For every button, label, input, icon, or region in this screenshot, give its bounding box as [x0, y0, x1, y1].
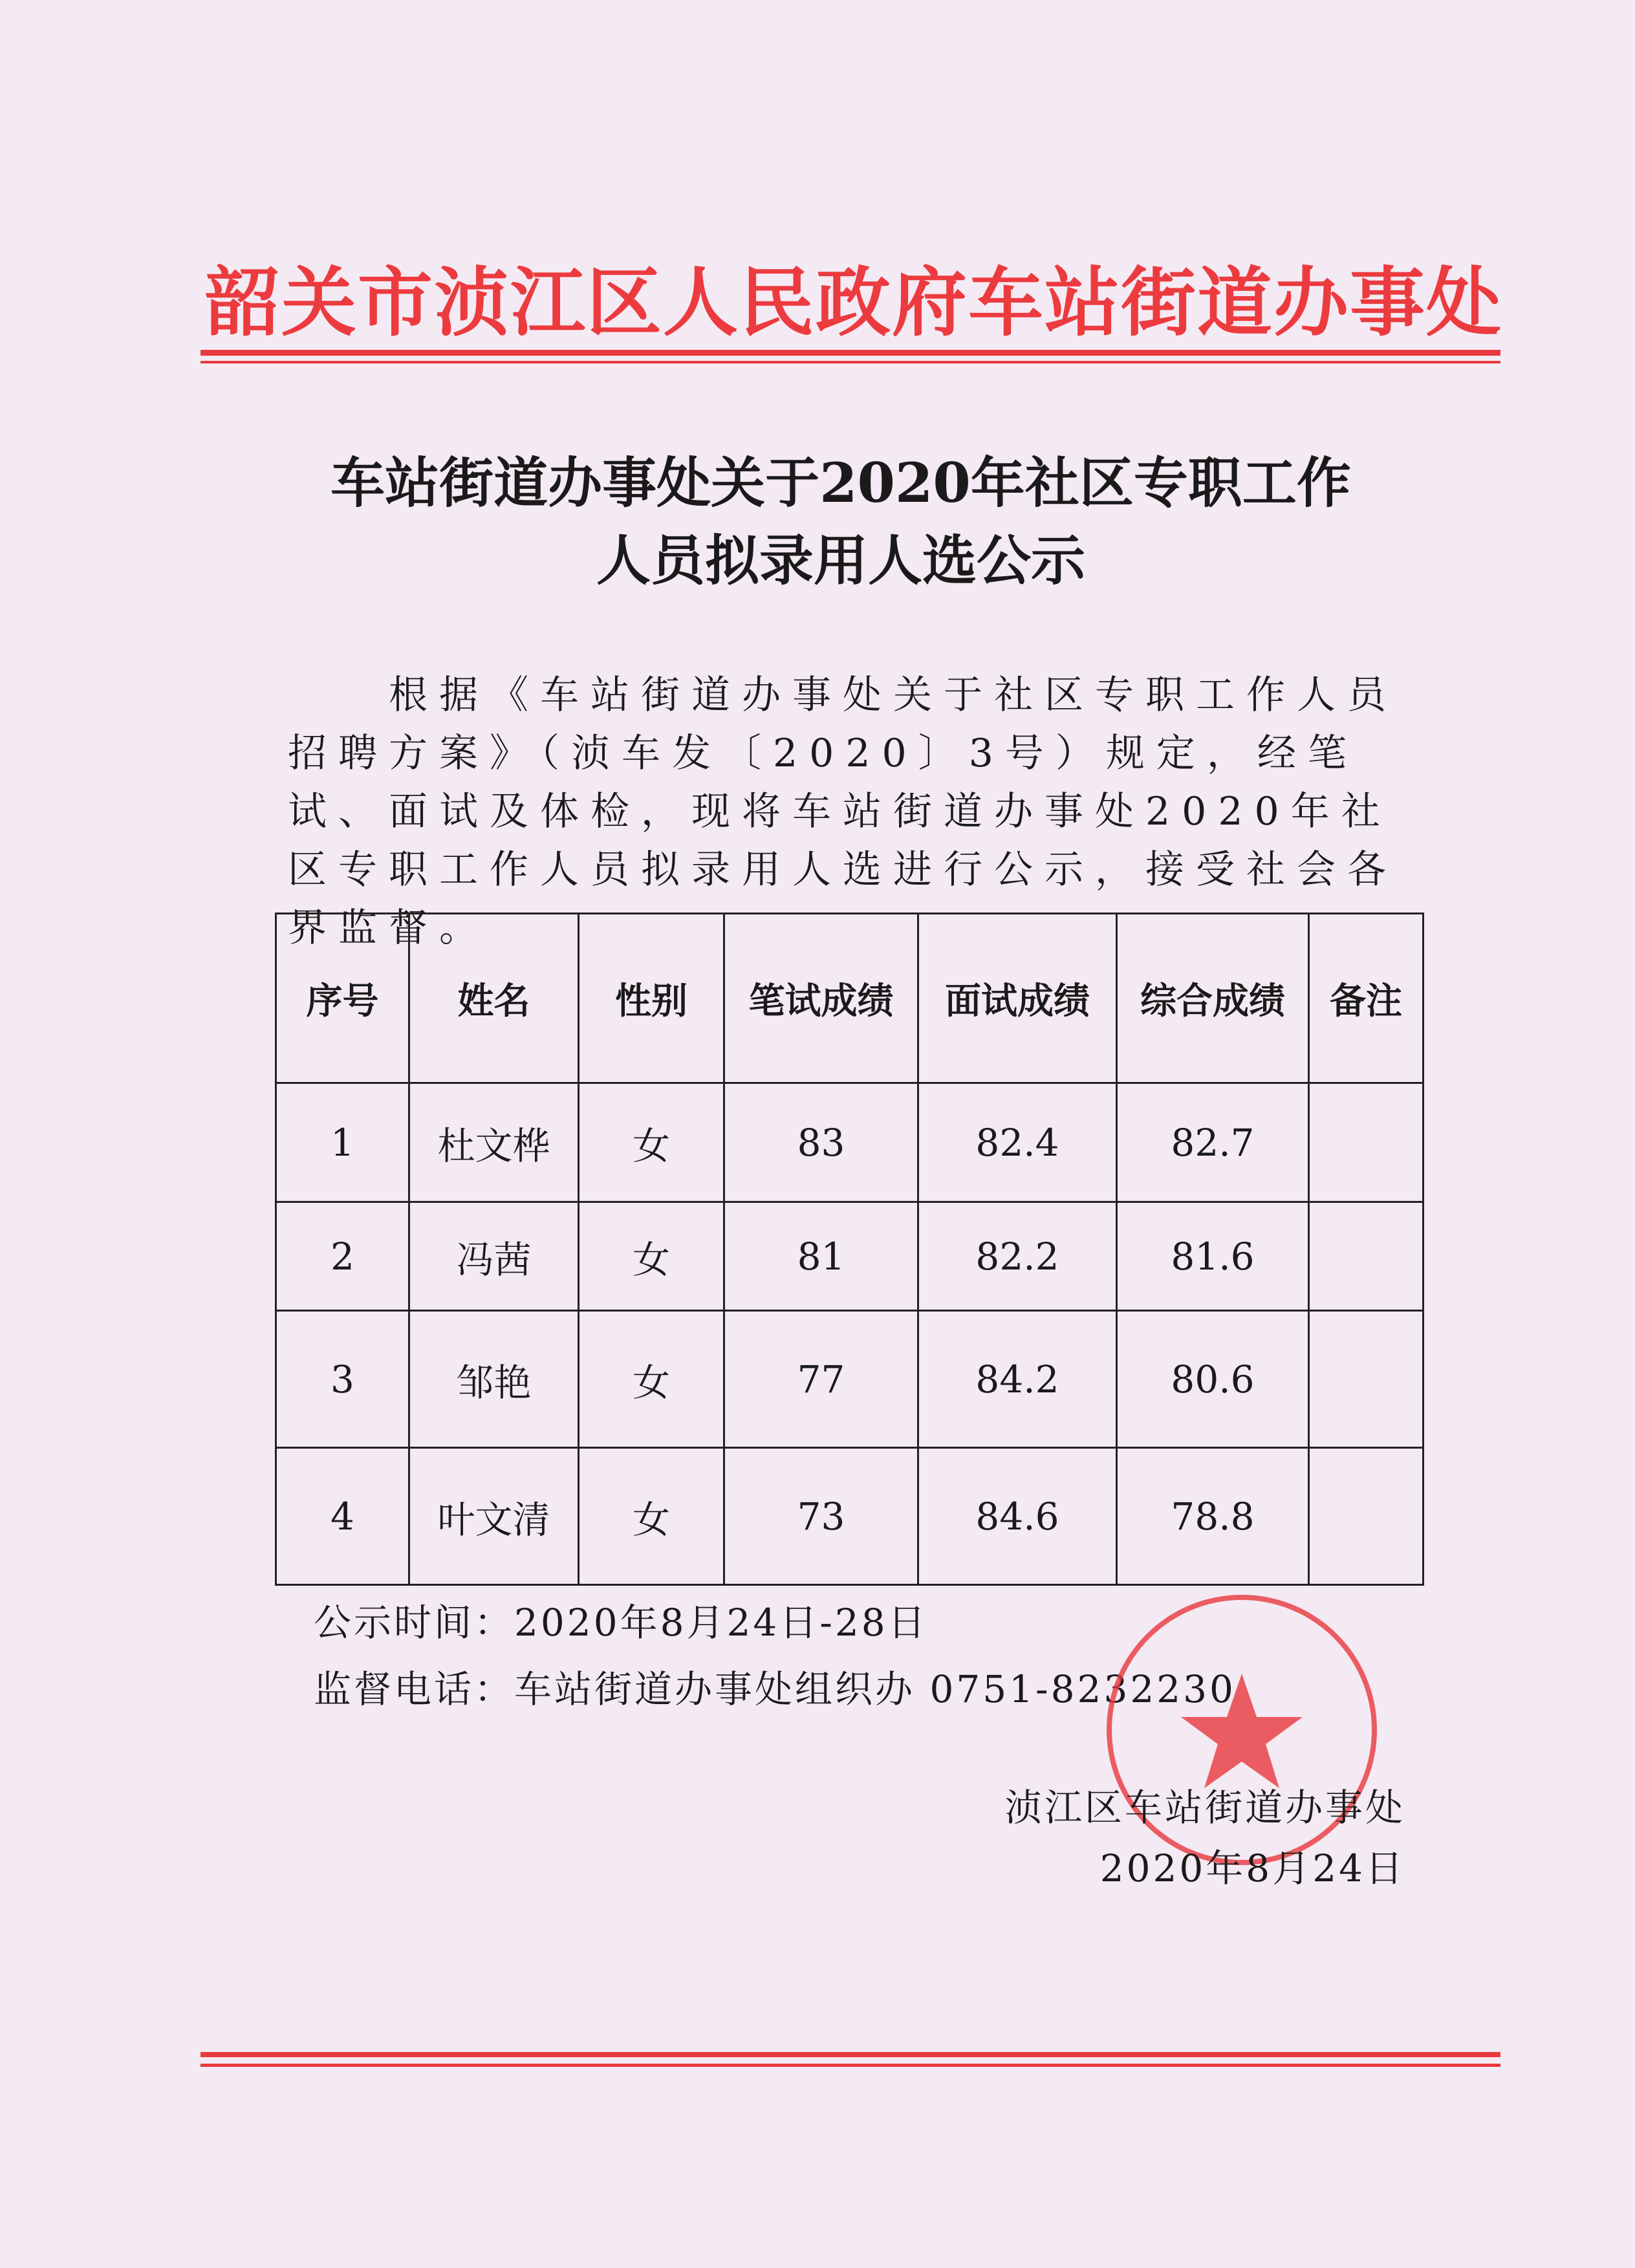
cell: 77 — [724, 1311, 918, 1448]
cell: 2 — [276, 1202, 409, 1311]
cell: 邹艳 — [409, 1311, 579, 1448]
header-cell: 姓名 — [409, 914, 579, 1083]
cell: 84.6 — [918, 1448, 1117, 1585]
cell: 1 — [276, 1083, 409, 1202]
cell: 84.2 — [918, 1311, 1117, 1448]
candidates-table — [275, 913, 1424, 1586]
document-title-line2: 人员拟录用人选公示 — [596, 528, 1085, 592]
issue-date: 2020年8月24日 — [1099, 1846, 1405, 1890]
cell: 杜文桦 — [409, 1083, 579, 1202]
table-header-row — [276, 914, 1424, 1083]
cell: 81 — [724, 1202, 918, 1311]
cell: 83 — [724, 1083, 918, 1202]
table-row — [276, 1448, 1424, 1585]
header-red-line-thick — [200, 350, 1500, 356]
cell: 女 — [579, 1083, 724, 1202]
cell: 82.4 — [918, 1083, 1117, 1202]
cell: 叶文清 — [409, 1448, 579, 1585]
header-cell: 笔试成绩 — [724, 914, 918, 1083]
header-cell: 面试成绩 — [918, 914, 1117, 1083]
cell: 78.8 — [1117, 1448, 1309, 1585]
cell: 82.7 — [1117, 1083, 1309, 1202]
cell: 3 — [276, 1311, 409, 1448]
header-cell: 性别 — [579, 914, 724, 1083]
cell: 73 — [724, 1448, 918, 1585]
header-red-line-thin — [200, 361, 1500, 363]
table-row — [276, 1083, 1424, 1202]
cell: 女 — [579, 1311, 724, 1448]
cell: 女 — [579, 1202, 724, 1311]
document-title-line1: 车站街道办事处关于2020年社区专职工作 — [330, 451, 1351, 515]
cell: 81.6 — [1117, 1202, 1309, 1311]
table-row — [276, 1202, 1424, 1311]
cell: 冯茜 — [409, 1202, 579, 1311]
cell — [1309, 1311, 1424, 1448]
header-cell: 备注 — [1309, 914, 1424, 1083]
issuer-signature: 浈江区车站街道办事处 — [1004, 1786, 1405, 1830]
header-cell: 序号 — [276, 914, 409, 1083]
cell: 82.2 — [918, 1202, 1117, 1311]
cell — [1309, 1448, 1424, 1585]
issuing-organization-header: 韶关市浈江区人民政府车站街道办事处 — [205, 259, 1502, 347]
footer-red-line-thick — [200, 2052, 1500, 2057]
table-row — [276, 1311, 1424, 1448]
cell — [1309, 1202, 1424, 1311]
cell: 80.6 — [1117, 1311, 1309, 1448]
publicity-period: 公示时间：2020年8月24日-28日 — [314, 1601, 928, 1645]
body-paragraph: 根据《车站街道办事处关于社区专职工作人员招聘方案》（浈车发〔2020〕3号）规定，经笔试、面试及体检，现将车站街道办事处2020年社区专职工作人员拟录用人选进行公示，接受社会各界监督。 — [288, 673, 1398, 951]
star-icon — [1181, 1674, 1303, 1788]
cell — [1309, 1083, 1424, 1202]
cell: 女 — [579, 1448, 724, 1585]
footer-red-line-thin — [200, 2064, 1500, 2067]
cell: 4 — [276, 1448, 409, 1585]
header-cell: 综合成绩 — [1117, 914, 1309, 1083]
supervision-contact: 监督电话：车站街道办事处组织办 0751-8232230 — [314, 1667, 1236, 1711]
